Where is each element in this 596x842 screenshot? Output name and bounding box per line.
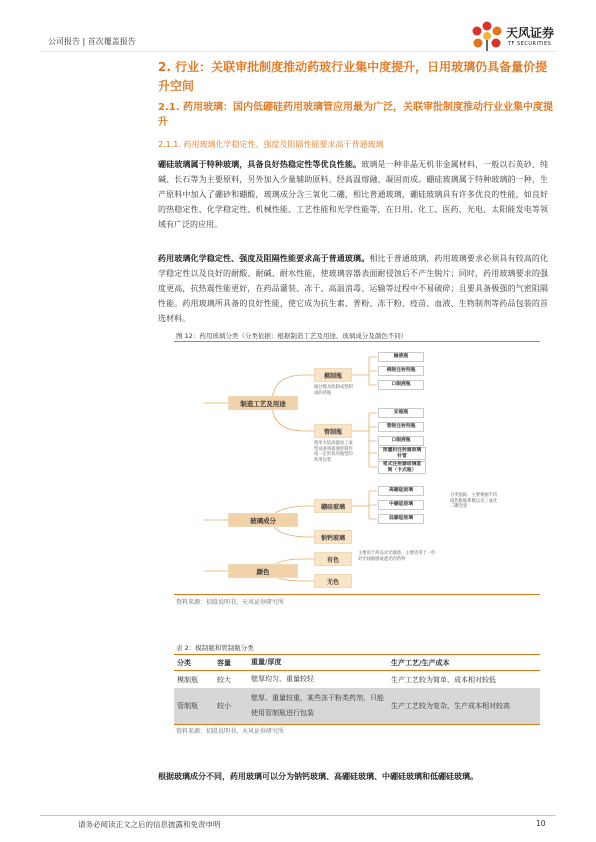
paragraph-composition-types: 根据玻璃成分不同，药用玻璃可以分为钠钙玻璃、高硼硅玻璃、中硼硅玻璃和低硼硅玻璃。 — [158, 772, 478, 781]
table-bottom-rule — [174, 724, 540, 725]
node-glass-composition: 玻璃成分 — [228, 513, 298, 527]
header-weight: 重量/厚度 — [251, 658, 282, 666]
header-divider — [40, 51, 556, 52]
paragraph-body: 玻璃是一种非晶无机非金属材料，一般以石英砂、纯碱、长石等为主要原料，另外加入少量辅助原料，经高温熔融、凝固而成。硼硅玻璃属于特种玻璃的一种，生产原料中加入了硼砂和硼酸，玻璃成分含三氧化二硼，相比普通玻璃，硼硅玻璃具有许多优良的性能，如良好的热稳定性、化学稳定性、机械性能、工艺性能和光学性能等，在日用、化工、医药、光电、太阳能发电等领域有广泛的应用。 — [158, 160, 549, 229]
header-capacity: 容量 — [217, 658, 231, 667]
cell: 较大 — [217, 675, 231, 684]
item-tubular-oral-bottle: 口服液瓶 — [378, 436, 424, 446]
paragraph-body: 相比于普通玻璃，药用玻璃要求必须具有较高的化学稳定性以及良好的耐酸、耐碱、耐水性能，使玻璃容器表面耐侵蚀后不产生脱片；同时，药用玻璃要求的强度更高，抗热震性能更好，在药品灌装、冻干、高温消毒、运输等过程中不易破碎；且要具备极强的气密阻隔性能。药用玻璃所具备的良好性能，使它成为抗生素、普粉、冻干粉、疫苗、血液、生物制剂等药品包装的首选材料。 — [158, 254, 549, 323]
note-borosilicate: 分类依据：主要根据平均线热膨胀系数以及三氧化二硼含量 — [450, 493, 498, 510]
node-borosilicate: 硼硅玻璃 — [314, 499, 352, 513]
section-heading: 2. 行业：关联审批制度推动药玻行业集中度提升，日用玻璃仍具备量价提升空间 — [158, 60, 548, 93]
table-row — [174, 671, 540, 688]
classification-diagram — [174, 343, 540, 593]
cell: 管制瓶 — [177, 702, 198, 710]
item-ampoule: 安瓿瓶 — [378, 408, 424, 418]
note-amber: 主要用于药品对光敏感，主要适用于一些对光线敏感或遮光的药物 — [358, 551, 436, 562]
item-tubular-injection-vial: 管制注射剂瓶 — [378, 422, 424, 432]
figure-top-rule — [174, 341, 540, 342]
flower-logo-icon — [470, 20, 504, 54]
figure-source: 资料来源：招股说明书，天风证券研究所 — [176, 599, 285, 606]
item-high-borosilicate: 高硼硅玻璃 — [378, 486, 424, 496]
figure-bottom-rule — [174, 594, 540, 595]
item-infusion-bottle: 输液瓶 — [378, 352, 424, 362]
item-cartridge: 笔式注射器玻璃套筒（卡式瓶） — [378, 461, 426, 474]
subsection-heading: 2.1. 药用玻璃：国内低硼硅药用玻璃管应用最为广泛，关联审批制度推动行业业集中度提升 — [158, 102, 553, 128]
table-source: 资料来源：招股说明书，天风证券研究所 — [176, 728, 285, 735]
cell: 生产工艺较为复杂，生产成本相对较高 — [391, 702, 510, 710]
cell: 生产工艺较为简单、成本相对较低 — [391, 675, 496, 684]
logo-text: 天风证券 — [506, 26, 555, 40]
footer-disclaimer: 请务必阅读正文之后的信息披露和免责申明 — [78, 820, 221, 829]
note-molded: 通过模具吹制成型制成的药瓶 — [314, 385, 353, 396]
paragraph-lead: 药用玻璃化学稳定性、强度及阻隔性能要求高于普通玻璃。 — [158, 254, 370, 263]
node-molded-bottle: 模制瓶 — [314, 368, 352, 382]
node-color: 颜色 — [228, 564, 298, 578]
report-type-tag: 公司报告 | 首次覆盖报告 — [48, 37, 136, 46]
header-category: 分类 — [177, 658, 191, 667]
page-number: 10 — [536, 819, 546, 828]
classification-table — [174, 655, 540, 725]
header-process-cost: 生产工艺/生产成本 — [391, 658, 450, 667]
paragraph-borosilicate — [158, 157, 548, 232]
table-title: 表 2：模制瓶和管制瓶分类 — [176, 644, 254, 652]
footer-divider — [40, 815, 556, 816]
node-amber: 有色 — [314, 552, 352, 566]
item-molded-injection-vial: 模制注射剂瓶 — [378, 366, 424, 376]
note-tubular: 使用火焰高温加工成型设备将玻璃管制作成一定形状的瓶型的药用包装 — [314, 441, 353, 463]
item-low-borosilicate: 低硼硅玻璃 — [378, 514, 424, 524]
item-medium-borosilicate: 中硼硅玻璃 — [378, 500, 424, 510]
sub-subsection-heading: 2.1.1. 药用玻璃化学稳定性、强度及阻隔性能要求高于普通玻璃 — [158, 140, 384, 149]
node-clear: 无色 — [314, 574, 352, 588]
paragraph-pharma-glass — [158, 251, 548, 326]
paragraph-lead: 硼硅玻璃属于特种玻璃，具备良好热稳定性等优良性能。 — [158, 160, 362, 169]
table-header-row — [174, 655, 540, 671]
cell: 较小 — [217, 702, 231, 710]
cell: 模制瓶 — [177, 675, 198, 684]
item-molded-oral-bottle: 口服液瓶 — [378, 380, 424, 390]
figure-title: 图 12：药用玻璃分类（分类依据：根据制造工艺及用途、玻璃成分及颜色不同） — [176, 332, 408, 340]
node-soda-lime: 钠钙玻璃 — [314, 530, 352, 544]
company-logo — [470, 20, 562, 54]
node-tubular-bottle: 管制瓶 — [314, 424, 352, 438]
logo-subtext: TF SECURITIES — [508, 41, 552, 47]
item-prefilled-syringe: 预灌封注射器玻璃针管 — [378, 447, 426, 460]
table-row — [174, 688, 540, 724]
diagram-connectors — [174, 343, 540, 593]
node-process-usage: 制造工艺及用途 — [228, 396, 298, 410]
cell: 壁厚均匀、重量较轻 — [251, 675, 314, 683]
cell: 壁厚、重量较重，某些冻干粉类药剂，只能使用管制瓶进行包装 — [251, 694, 384, 717]
